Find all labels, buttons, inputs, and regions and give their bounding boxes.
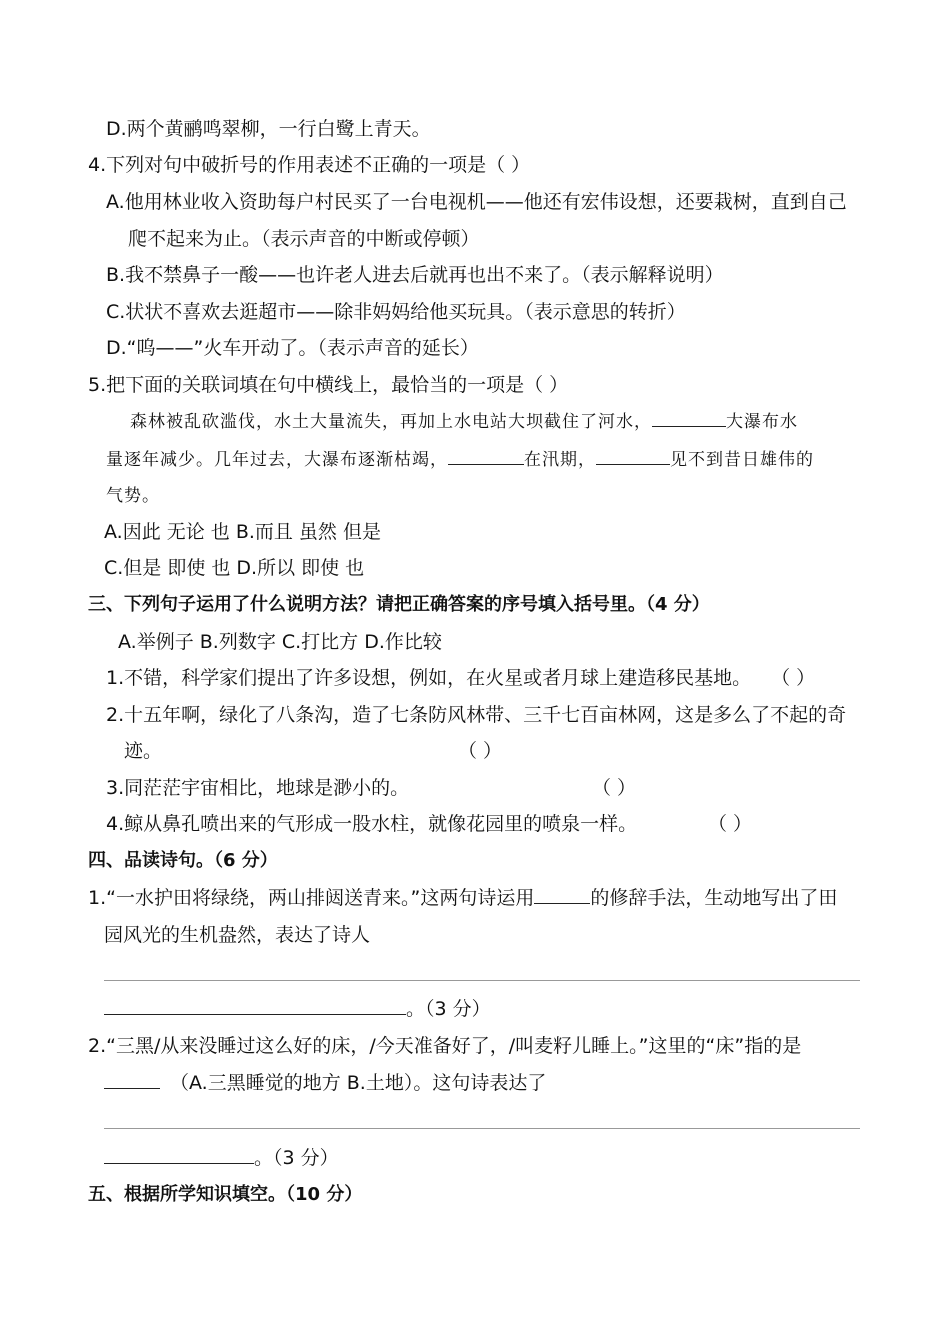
q4-stem: 4.下列对句中破折号的作用表述不正确的一项是（ ） bbox=[88, 154, 531, 176]
section-3-sentence-4: 4.鲸从鼻孔喷出来的气形成一股水柱，就像花园里的喷泉一样。 bbox=[106, 813, 638, 835]
section-3-title: 三、下列句子运用了什么说明方法？请把正确答案的序号填入括号里。（4 分） bbox=[88, 594, 710, 615]
q2-blank-choice[interactable] bbox=[104, 1070, 160, 1089]
q5-blank-3[interactable] bbox=[596, 446, 670, 465]
q5-blank-2[interactable] bbox=[448, 446, 524, 465]
q5-passage-text: 在汛期， bbox=[524, 450, 596, 470]
q1-text: 1.“一水护田将绿绕，两山排闼送青来。”这两句诗运用 bbox=[88, 887, 535, 909]
section-4-q2: 2.“三黑/从来没睡过这么好的床，/今天准备好了，/叫麦籽儿睡上。”这里的“床”指的是 bbox=[88, 1035, 802, 1057]
q4-option-a: A.他用林业收入资助每户村民买了一台电视机——他还有宏伟设想，还要栽树，直到自己 bbox=[106, 191, 847, 213]
q1-text: 的修辞手法，生动地写出了田 bbox=[590, 887, 838, 909]
section-4-q2-cont bbox=[104, 1070, 546, 1096]
q5-passage-text: 森林被乱砍滥伐，水土大量流失，再加上水电站大坝截住了河水， bbox=[130, 412, 652, 432]
q5-options-cd: C.但是 即使 也 D.所以 即使 也 bbox=[104, 557, 365, 579]
section-5-title: 五、根据所学知识填空。（10 分） bbox=[88, 1184, 363, 1205]
q4-option-c: C.状状不喜欢去逛超市——除非妈妈给他买玩具。（表示意思的转折） bbox=[106, 301, 686, 323]
section-3-sentence-2-cont: 迹。 bbox=[124, 740, 163, 762]
answer-parentheses[interactable]: （ ） bbox=[771, 667, 816, 689]
section-3-sentence-2: 2.十五年啊，绿化了八条沟，造了七条防风林带、三千七百亩林网，这是多么了不起的奇 bbox=[106, 704, 847, 726]
sentence-text: 1.不错，科学家们提出了许多设想，例如，在火星或者月球上建造移民基地。 bbox=[106, 667, 752, 689]
q5-blank-1[interactable] bbox=[652, 408, 726, 427]
q3-option-d: D.两个黄鹂鸣翠柳，一行白鹭上青天。 bbox=[106, 118, 431, 140]
q5-passage-line-3: 气势。 bbox=[106, 486, 160, 506]
q2-score: 。（3 分） bbox=[254, 1147, 339, 1169]
q2-text: （A.三黑睡觉的地方 B.土地）。这句诗表达了 bbox=[170, 1072, 547, 1094]
section-4-q1 bbox=[88, 885, 837, 911]
section-3-sentence-3: 3.同茫茫宇宙相比，地球是渺小的。 bbox=[106, 777, 410, 799]
q4-option-d: D.“呜——”火车开动了。（表示声音的延长） bbox=[106, 337, 479, 359]
q2-blank-emotion[interactable] bbox=[104, 1145, 254, 1164]
q1-blank-emotion[interactable] bbox=[104, 996, 406, 1015]
q5-options-ab: A.因此 无论 也 B.而且 虽然 但是 bbox=[104, 521, 381, 543]
answer-parentheses[interactable]: （ ） bbox=[458, 740, 503, 762]
section-4-title: 四、品读诗句。（6 分） bbox=[88, 850, 278, 871]
q1-score: 。（3 分） bbox=[406, 998, 491, 1020]
section-3-options: A.举例子 B.列数字 C.打比方 D.作比较 bbox=[118, 631, 442, 653]
answer-line[interactable] bbox=[104, 1128, 860, 1129]
q5-passage-text: 量逐年减少。几年过去，大瀑布逐渐枯竭， bbox=[106, 450, 448, 470]
section-4-q1-cont: 园风光的生机盎然，表达了诗人 bbox=[104, 924, 371, 946]
q4-option-a-cont: 爬不起来为止。（表示声音的中断或停顿） bbox=[128, 228, 480, 250]
q5-stem: 5.把下面的关联词填在句中横线上，最恰当的一项是（ ） bbox=[88, 374, 569, 396]
answer-parentheses[interactable]: （ ） bbox=[592, 777, 637, 799]
q1-blank-rhetoric[interactable] bbox=[534, 885, 590, 904]
answer-line[interactable] bbox=[104, 980, 860, 981]
section-4-q1-end bbox=[104, 996, 491, 1022]
section-3-sentence-1 bbox=[106, 665, 815, 691]
answer-parentheses[interactable]: （ ） bbox=[708, 813, 753, 835]
q5-passage-line-2 bbox=[106, 446, 814, 473]
q4-option-b: B.我不禁鼻子一酸——也许老人进去后就再也出不来了。（表示解释说明） bbox=[106, 264, 724, 286]
q5-passage-text: 大瀑布水 bbox=[726, 412, 798, 432]
q5-passage-line-1 bbox=[130, 408, 798, 435]
section-4-q2-end bbox=[104, 1145, 339, 1171]
q5-passage-text: 见不到昔日雄伟的 bbox=[670, 450, 814, 470]
